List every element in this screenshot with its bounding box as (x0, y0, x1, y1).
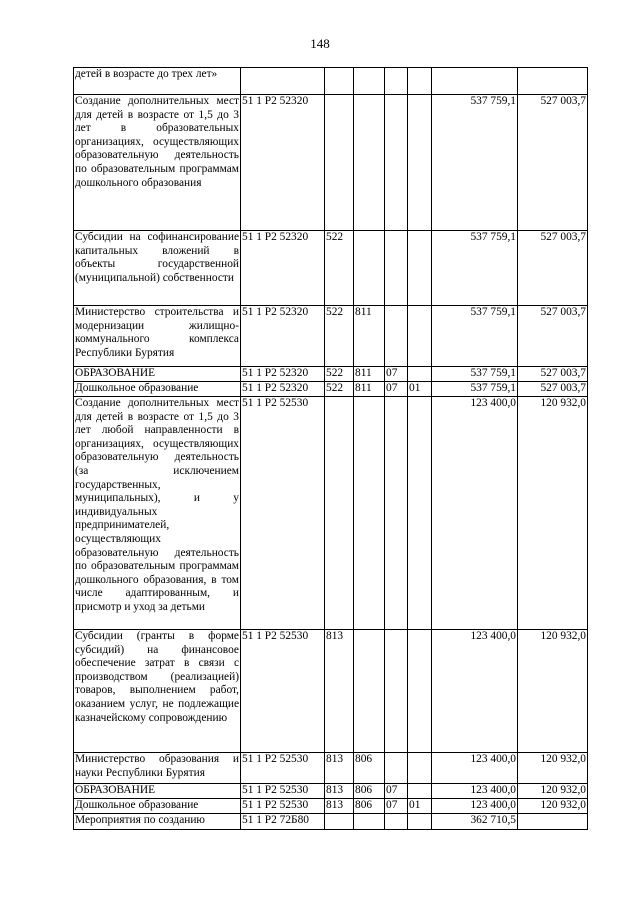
row-name-cell: Создание дополнительных мест для детей в возрасте от 1,5 до 3 лет в образовательных организациях, осуществляющих образовательную деятельность по образовательным программам дошкольного образования (74, 95, 241, 231)
section-code-cell: 07 (385, 799, 408, 814)
ministry-code-cell: 806 (354, 799, 385, 814)
amount-1-cell: 537 759,1 (432, 306, 518, 367)
expense-type-cell: 522 (325, 382, 354, 397)
amount-2-cell: 527 003,7 (518, 231, 588, 306)
section-code-cell (385, 753, 408, 784)
row-name-cell: ОБРАЗОВАНИЕ (74, 367, 241, 382)
target-code-cell: 51 1 P2 52320 (241, 95, 325, 231)
row-name-cell: Министерство строительства и модернизации жилищно-коммунального комплекса Республики Бурятия (74, 306, 241, 367)
amount-1-cell: 537 759,1 (432, 95, 518, 231)
table-row (74, 367, 588, 382)
amount-1-cell: 537 759,1 (432, 367, 518, 382)
table-row (74, 799, 588, 814)
ministry-code-cell (354, 231, 385, 306)
table-row (74, 630, 588, 753)
row-name-cell: Мероприятия по созданию (74, 814, 241, 830)
table-row (74, 95, 588, 231)
section-code-cell (385, 306, 408, 367)
expense-type-cell (325, 814, 354, 830)
amount-2-cell: 120 932,0 (518, 784, 588, 799)
amount-2-cell: 120 932,0 (518, 397, 588, 630)
amount-2-cell: 120 932,0 (518, 630, 588, 753)
target-code-cell: 51 1 P2 52530 (241, 630, 325, 753)
target-code-cell: 51 1 P2 52530 (241, 799, 325, 814)
section-code-cell (385, 397, 408, 630)
table-row (74, 397, 588, 630)
amount-2-cell: 527 003,7 (518, 382, 588, 397)
table-row (74, 814, 588, 830)
amount-1-cell (432, 68, 518, 95)
target-code-cell: 51 1 P2 52320 (241, 382, 325, 397)
expense-type-cell: 522 (325, 231, 354, 306)
table-row (74, 231, 588, 306)
ministry-code-cell (354, 397, 385, 630)
expense-type-cell: 522 (325, 367, 354, 382)
section-code-cell: 07 (385, 367, 408, 382)
ministry-code-cell (354, 68, 385, 95)
expense-type-cell: 813 (325, 784, 354, 799)
subsection-code-cell: 01 (408, 799, 432, 814)
section-code-cell (385, 630, 408, 753)
row-name-cell: Субсидии (гранты в форме субсидий) на финансовое обеспечение затрат в связи с производством (реализацией) товаров, выполнением работ, оказанием услуг, не подлежащие казначейскому сопровождению (74, 630, 241, 753)
row-name-cell: Дошкольное образование (74, 799, 241, 814)
amount-2-cell: 120 932,0 (518, 753, 588, 784)
amount-2-cell: 120 932,0 (518, 799, 588, 814)
amount-1-cell: 537 759,1 (432, 382, 518, 397)
target-code-cell: 51 1 P2 52320 (241, 367, 325, 382)
row-name-cell: Министерство образования и науки Республики Бурятия (74, 753, 241, 784)
expense-type-cell (325, 95, 354, 231)
amount-1-cell: 537 759,1 (432, 231, 518, 306)
target-code-cell: 51 1 P2 52530 (241, 397, 325, 630)
ministry-code-cell (354, 630, 385, 753)
ministry-code-cell: 806 (354, 753, 385, 784)
amount-1-cell: 123 400,0 (432, 397, 518, 630)
subsection-code-cell (408, 367, 432, 382)
amount-2-cell: 527 003,7 (518, 95, 588, 231)
budget-table (73, 67, 588, 830)
amount-1-cell: 123 400,0 (432, 784, 518, 799)
expense-type-cell: 813 (325, 630, 354, 753)
expense-type-cell (325, 68, 354, 95)
section-code-cell (385, 95, 408, 231)
subsection-code-cell (408, 397, 432, 630)
amount-2-cell: 527 003,7 (518, 306, 588, 367)
row-name-cell: Дошкольное образование (74, 382, 241, 397)
section-code-cell: 07 (385, 784, 408, 799)
ministry-code-cell: 811 (354, 382, 385, 397)
amount-2-cell (518, 68, 588, 95)
table-row (74, 753, 588, 784)
expense-type-cell (325, 397, 354, 630)
table-row (74, 68, 588, 95)
row-name-cell: детей в возрасте до трех лет» (74, 68, 241, 95)
target-code-cell: 51 1 P2 52320 (241, 306, 325, 367)
amount-1-cell: 123 400,0 (432, 630, 518, 753)
amount-2-cell (518, 814, 588, 830)
table-row (74, 784, 588, 799)
ministry-code-cell: 806 (354, 784, 385, 799)
subsection-code-cell (408, 814, 432, 830)
subsection-code-cell (408, 68, 432, 95)
table-row (74, 382, 588, 397)
target-code-cell: 51 1 P2 52530 (241, 753, 325, 784)
row-name-cell: Субсидии на софинансирование капитальных вложений в объекты государственной (муниципальной) собственности (74, 231, 241, 306)
subsection-code-cell (408, 630, 432, 753)
subsection-code-cell: 01 (408, 382, 432, 397)
section-code-cell (385, 68, 408, 95)
subsection-code-cell (408, 231, 432, 306)
target-code-cell: 51 1 P2 52320 (241, 231, 325, 306)
expense-type-cell: 813 (325, 799, 354, 814)
section-code-cell (385, 231, 408, 306)
amount-2-cell: 527 003,7 (518, 367, 588, 382)
target-code-cell (241, 68, 325, 95)
subsection-code-cell (408, 306, 432, 367)
row-name-cell: Создание дополнительных мест для детей в возрасте от 1,5 до 3 лет любой направленности в организациях, осуществляющих образовательную деятельность (за исключением государственных, муниципальных), и у индивидуальных предпринимателей, осуществляющих образовательную деятельность по образовательным программам дошкольного образования, в том числе адаптированным, и присмотр и уход за детьми (74, 397, 241, 630)
section-code-cell: 07 (385, 382, 408, 397)
amount-1-cell: 123 400,0 (432, 753, 518, 784)
expense-type-cell: 522 (325, 306, 354, 367)
ministry-code-cell: 811 (354, 306, 385, 367)
ministry-code-cell (354, 95, 385, 231)
row-name-cell: ОБРАЗОВАНИЕ (74, 784, 241, 799)
target-code-cell: 51 1 P2 52530 (241, 784, 325, 799)
amount-1-cell: 362 710,5 (432, 814, 518, 830)
subsection-code-cell (408, 95, 432, 231)
section-code-cell (385, 814, 408, 830)
ministry-code-cell (354, 814, 385, 830)
amount-1-cell: 123 400,0 (432, 799, 518, 814)
target-code-cell: 51 1 P2 72Б80 (241, 814, 325, 830)
expense-type-cell: 813 (325, 753, 354, 784)
ministry-code-cell: 811 (354, 367, 385, 382)
table-row (74, 306, 588, 367)
page-number: 148 (310, 36, 330, 51)
subsection-code-cell (408, 753, 432, 784)
subsection-code-cell (408, 784, 432, 799)
